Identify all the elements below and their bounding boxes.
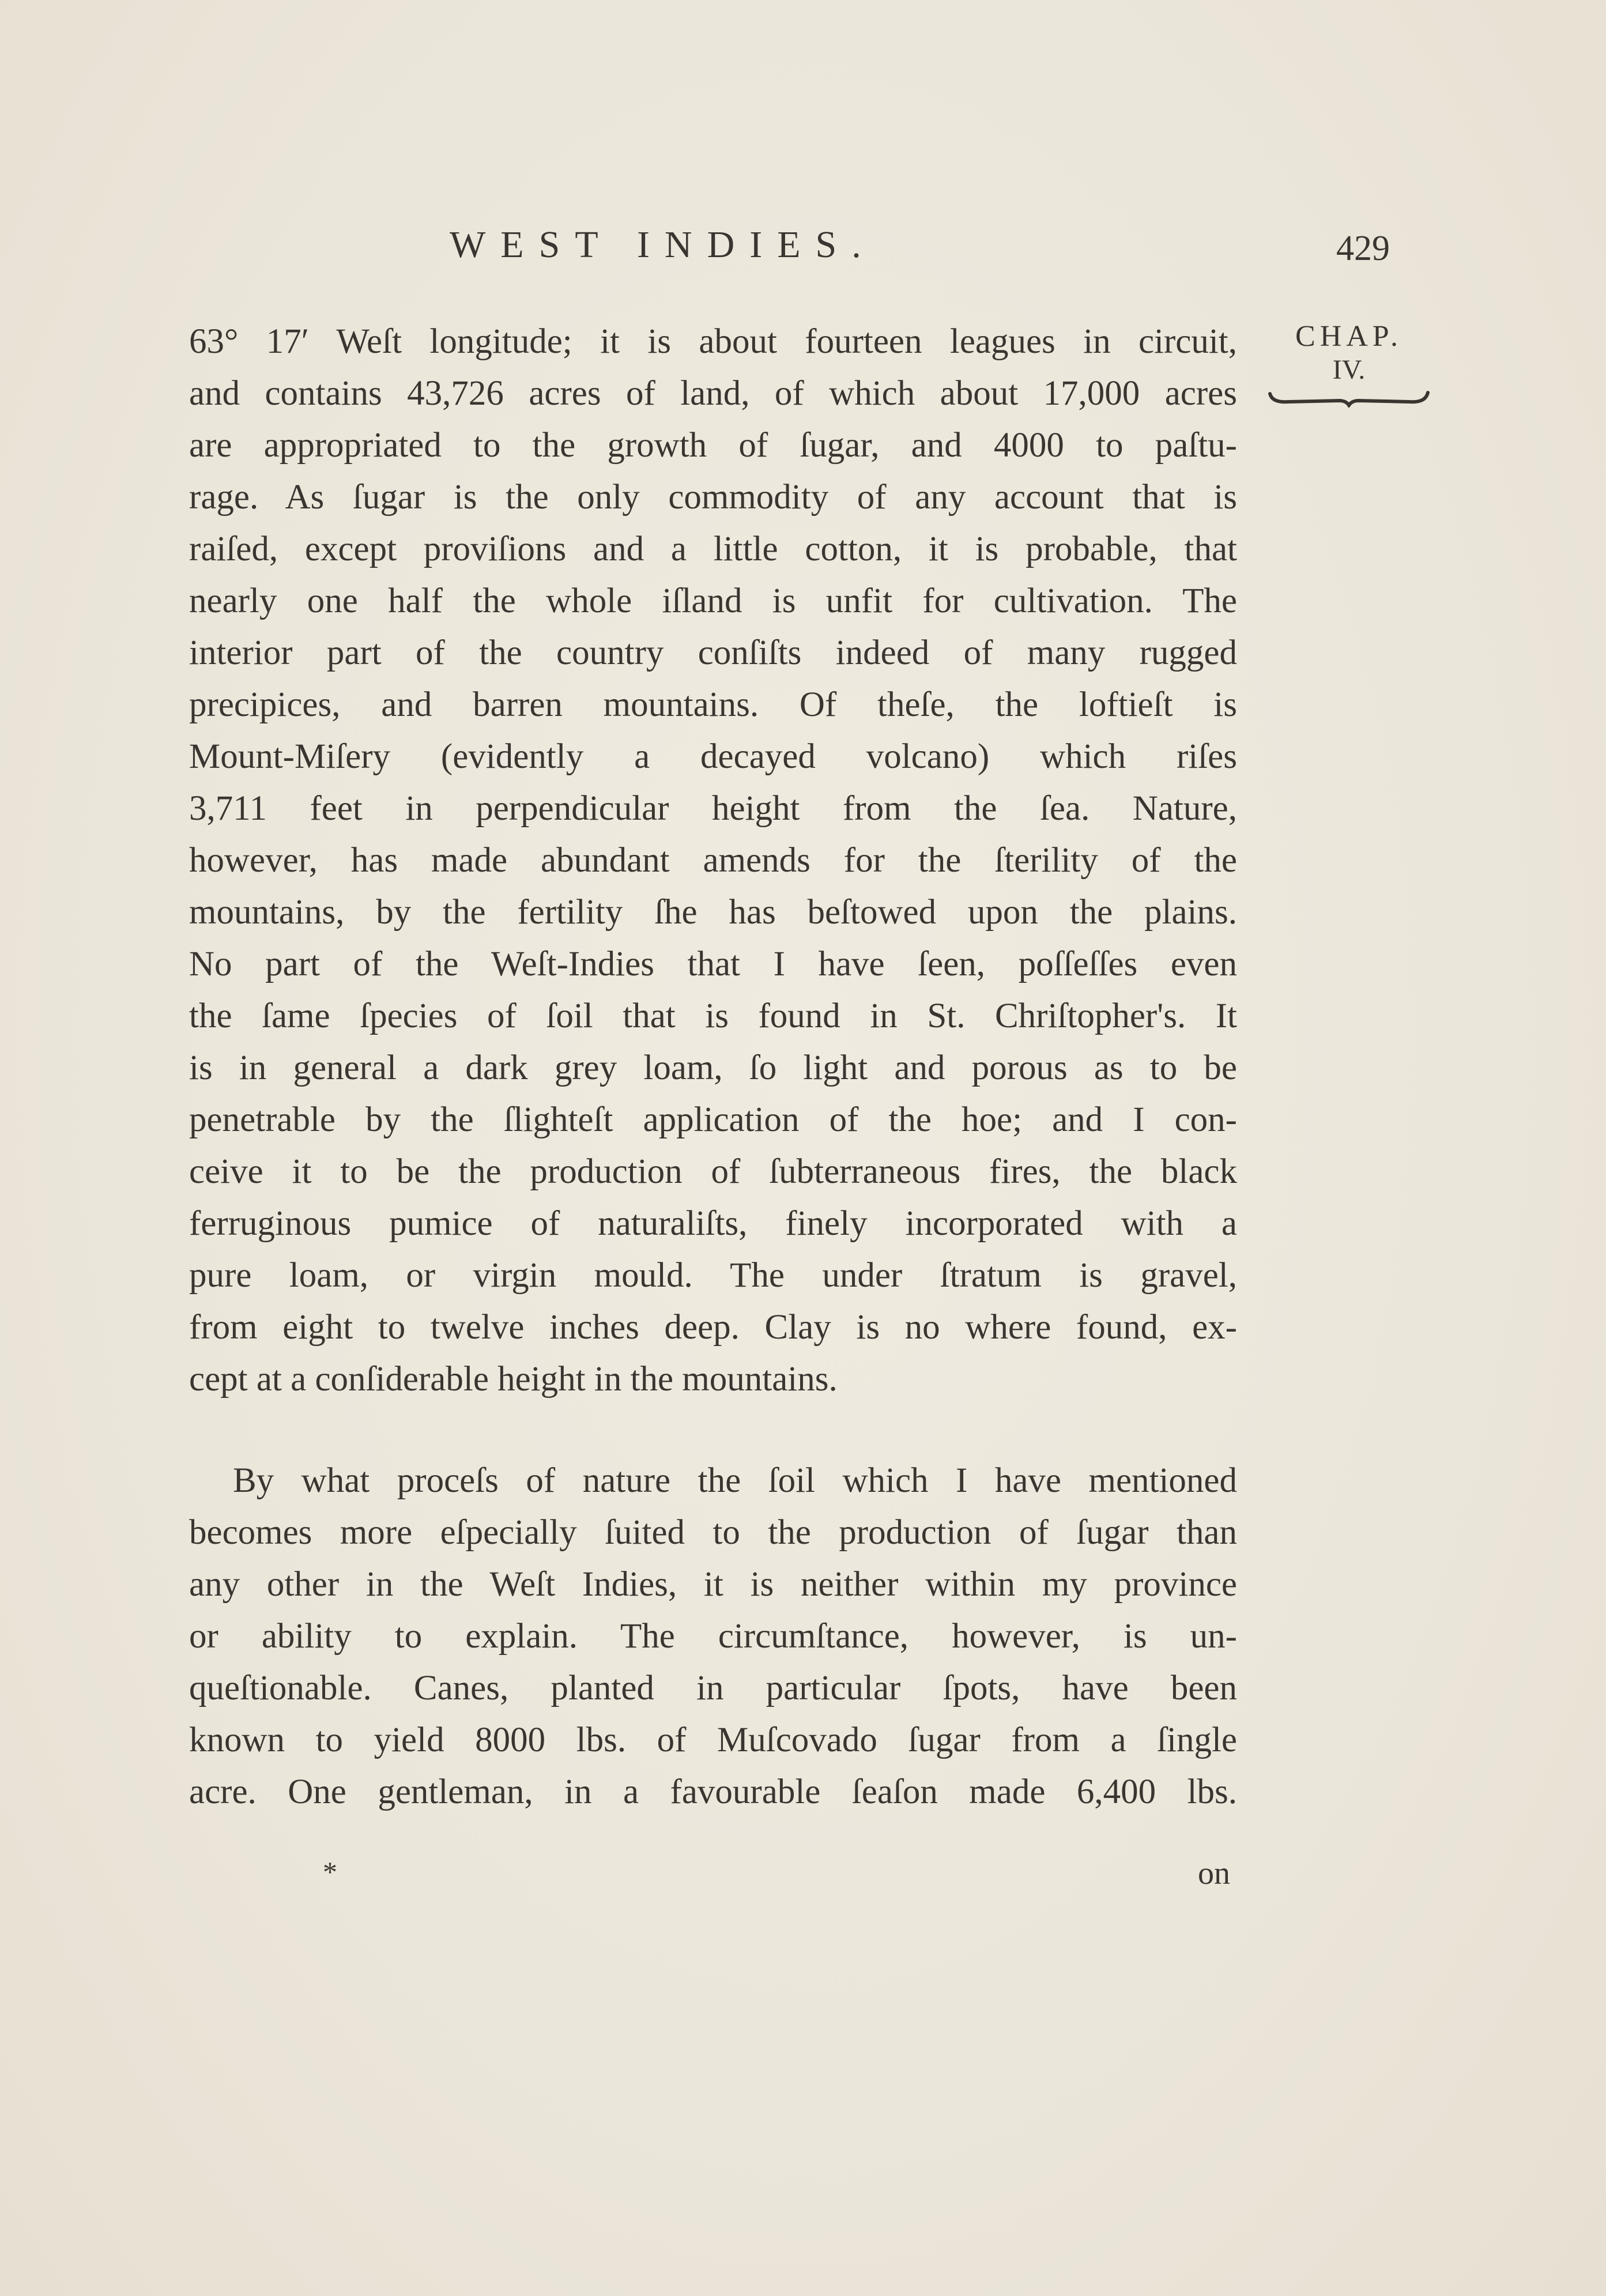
page-footer — [0, 1857, 1606, 1903]
text-line: mountains, by the fertility ſhe has beſtowed upon the plains. — [189, 893, 1237, 932]
text-line: from eight to twelve inches deep. Clay is no where found, ex- — [189, 1308, 1237, 1347]
text-line: becomes more eſpecially ſuited to the production of ſugar than — [189, 1513, 1237, 1552]
text-line: however, has made abundant amends for the ſterility of the — [189, 841, 1237, 880]
text-line: is in general a dark grey loam, ſo light and porous as to be — [189, 1049, 1237, 1087]
text-line: rage. As ſugar is the only commodity of any account that is — [189, 478, 1237, 516]
text-line: precipices, and barren mountains. Of theſe, the loftieſt is — [189, 685, 1237, 724]
text-line: cept at a conſiderable height in the mountains. — [189, 1360, 838, 1398]
paragraph-2 — [189, 1455, 1237, 1818]
chapter-number: IV. — [1332, 354, 1366, 385]
text-line: the ſame ſpecies of ſoil that is found in St. Chriſtopher's. It — [189, 997, 1237, 1035]
page-number: 429 — [1336, 229, 1390, 268]
text-line: No part of the Weſt-Indies that I have ſeen, poſſeſſes even — [189, 945, 1237, 983]
paragraph-1 — [189, 316, 1237, 1405]
text-line: ferruginous pumice of naturaliſts, finely incorporated with a — [189, 1204, 1237, 1243]
catchword: on — [1198, 1856, 1230, 1891]
running-head: WEST INDIES. — [450, 224, 876, 266]
text-line: pure loam, or virgin mould. The under ſtratum is gravel, — [189, 1256, 1237, 1295]
text-line: known to yield 8000 lbs. of Muſcovado ſugar from a ſingle — [189, 1721, 1237, 1759]
chapter-label: CHAP. — [1295, 320, 1403, 353]
text-line: and contains 43,726 acres of land, of which about 17,000 acres — [189, 374, 1237, 413]
chapter-margin-note — [1262, 319, 1435, 408]
text-line: ceive it to be the production of ſubterraneous fires, the black — [189, 1152, 1237, 1191]
brace-ornament-icon — [1265, 388, 1432, 408]
text-line: 3,711 feet in perpendicular height from the ſea. Nature, — [189, 789, 1237, 828]
text-line: By what proceſs of nature the ſoil which I have mentioned — [233, 1461, 1237, 1500]
text-line: 63° 17′ Weſt longitude; it is about fourteen leagues in circuit, — [189, 322, 1237, 361]
text-line: Mount-Miſery (evidently a decayed volcano) which riſes — [189, 737, 1237, 776]
text-line: nearly one half the whole iſland is unfit for cultivation. The — [189, 582, 1237, 620]
text-line: or ability to explain. The circumſtance, however, is un- — [189, 1617, 1237, 1656]
text-line: queſtionable. Canes, planted in particular ſpots, have been — [189, 1669, 1237, 1707]
text-line: acre. One gentleman, in a favourable ſeaſon made 6,400 lbs. — [189, 1773, 1237, 1811]
text-line: are appropriated to the growth of ſugar, and 4000 to paſtu- — [189, 426, 1237, 465]
text-line: any other in the Weſt Indies, it is neither within my province — [189, 1565, 1237, 1604]
text-line: penetrable by the ſlighteſt application of the hoe; and I con- — [189, 1100, 1237, 1139]
text-line: raiſed, except proviſions and a little cotton, it is probable, that — [189, 530, 1237, 568]
paragraph-spacer — [189, 1405, 1237, 1455]
body-text — [189, 316, 1237, 1818]
text-line: interior part of the country conſiſts indeed of many rugged — [189, 634, 1237, 672]
signature-mark: * — [323, 1856, 337, 1888]
